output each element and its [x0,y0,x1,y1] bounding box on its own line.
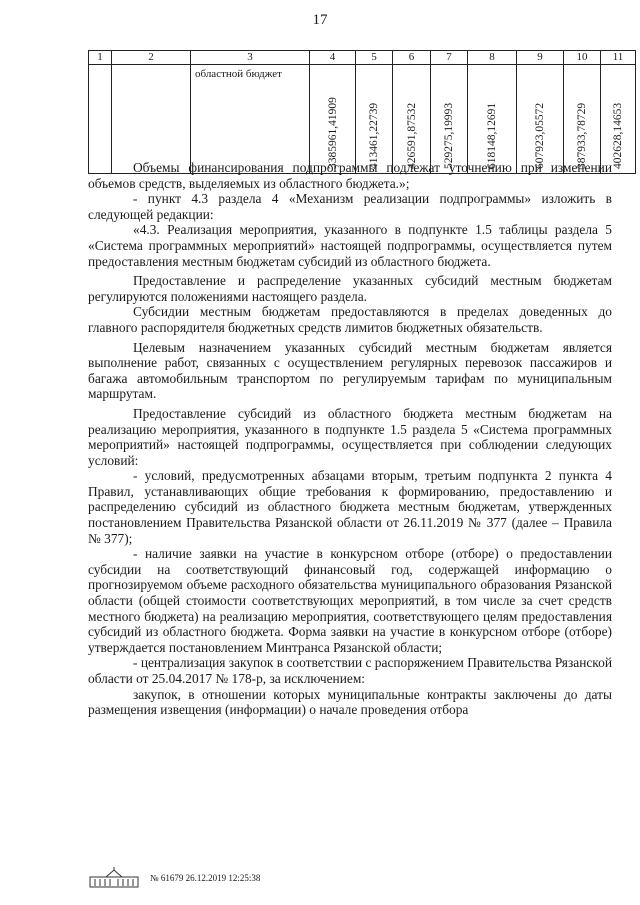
paragraph: Субсидии местным бюджетам предоставляются в пределах доведенных до главного распорядителя бюджетных средств лимитов бюджетных обязательств. [88,304,612,335]
value-cell-6 [393,65,431,174]
value-text: 529275,19993 [443,102,455,169]
table-cell-empty [112,65,191,174]
financing-table [88,50,636,174]
document-stamp: № 61679 26.12.2019 12:25:38 [150,873,261,883]
paragraph: Предоставление субсидий из областного бюджета местным бюджетам на реализацию мероприятия, указанного в подпункте 1.5 раздела 5 «Система программных мероприятий» настоящей подпрограммы, осуществляется при соблюдении следующих условий: [88,405,612,468]
paragraph: - централизация закупок в соответствии с распоряжением Правительства Рязанской области от 25.04.2017 № 178-р, за исключением: [88,655,612,686]
header-cell-9: 9 [517,51,564,65]
table-header-row [89,51,636,65]
paragraph: Объемы финансирования подпрограммы подлежат уточнению при изменении объемов средств, выделяемых из областного бюджета.»; [88,160,612,191]
value-text: 387933,78729 [576,102,588,169]
header-cell-10: 10 [564,51,601,65]
paragraph: - наличие заявки на участие в конкурсном отборе (отборе) о предоставлении субсидии на соответствующий финансовый год, содержащей информацию о прогнозируемом объеме расходного обязательства муниципального образования Рязанской области (общей стоимости соответствующих мероприятий, в том числе за счет средств местного бюджета) на реализацию мероприятия, соответствующего целям предоставления субсидий из областного бюджета. Форма заявки на участие в конкурсном отборе (отборе) утверждается постановлением Минтранса Рязанской области; [88,546,612,655]
paragraph: закупок, в отношении которых муниципальные контракты заключены до даты размещения извещения (информации) о начале проведения отбора [88,686,612,718]
paragraph: - пункт 4.3 раздела 4 «Механизм реализации подпрограммы» изложить в следующей редакции: [88,191,612,222]
value-cell-8 [468,65,517,174]
paragraph: - условий, предусмотренных абзацами вторым, третьим подпункта 2 пункта 4 Правил, устанавливающих общие требования к формированию, предоставлению и распределению субсидий из областного бюджета местным бюджетам, утвержденных постановлением Правительства Рязанской области от 26.11.2019 № 377 (далее – Правила № 377); [88,468,612,546]
footer [88,867,260,889]
building-logo-icon [88,867,140,889]
header-cell-5: 5 [356,51,393,65]
value-text: 618148,12691 [486,102,498,169]
value-cell-4 [310,65,356,174]
value-cell-11 [601,65,636,174]
budget-source-cell: областной бюджет [191,65,310,174]
page-number: 17 [312,12,328,28]
paragraph: Предоставление и распределение указанных субсидий местным бюджетам регулируются положениями настоящего раздела. [88,273,612,304]
table-cell-empty [89,65,112,174]
header-cell-7: 7 [431,51,468,65]
value-text: 426591,87532 [405,102,418,169]
header-cell-3: 3 [191,51,310,65]
header-cell-1: 1 [89,51,112,65]
header-cell-11: 11 [601,51,636,65]
header-cell-4: 4 [310,51,356,65]
paragraph: «4.3. Реализация мероприятия, указанного в подпункте 1.5 таблицы раздела 5 «Система программных мероприятий» настоящей подпрограммы, осуществляется путем предоставления местным бюджетам субсидий из областного бюджета. [88,222,612,269]
value-text: 402628,14653 [612,102,624,169]
value-cell-10 [564,65,601,174]
document-body [88,160,612,718]
value-cell-5 [356,65,393,174]
value-cell-7 [431,65,468,174]
paragraph: Целевым назначением указанных субсидий местным бюджетам является выполнение работ, связанных с осуществлением регулярных перевозок пассажиров и багажа автомобильным транспортом по регулируемым тарифам по муниципальным маршрутам. [88,339,612,402]
header-cell-6: 6 [393,51,431,65]
header-cell-2: 2 [112,51,191,65]
value-text: 607923,05572 [534,102,546,169]
value-text: 413461,22739 [368,102,380,169]
value-text: 3385961,41909 [326,97,339,169]
value-cell-9 [517,65,564,174]
table-row [89,65,636,174]
header-cell-8: 8 [468,51,517,65]
